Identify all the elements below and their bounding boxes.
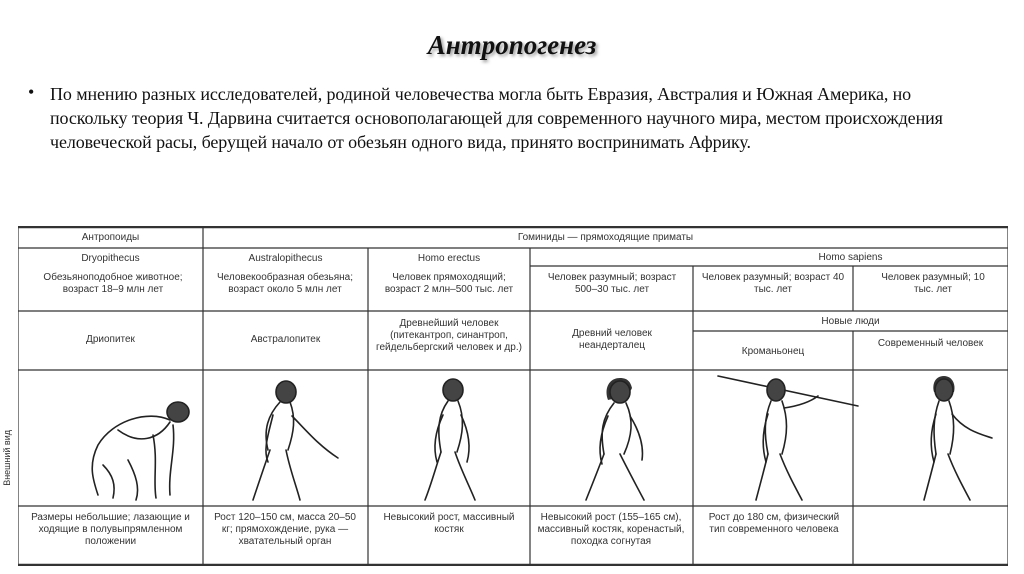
desc-modern-human: Человек разумный; 10 тыс. лет <box>881 272 985 295</box>
name-cro-magnon: Кроманьонец <box>741 346 805 357</box>
neanderthal-figure <box>586 378 644 500</box>
modern-human-figure <box>924 376 992 500</box>
traits-neanderthal: Невысокий рост (155–165 см), массивный костяк, коренастый, походка согнутая <box>537 512 685 547</box>
traits-australopithecus: Рост 120–150 см, масса 20–50 кг; прямохождение, рука — хватательный орган <box>214 512 356 547</box>
evolution-table <box>18 226 1008 566</box>
australopithecus-figure <box>253 381 338 500</box>
traits-homo-erectus: Невысокий рост, массивный костяк <box>383 512 515 535</box>
name-modern-human: Современный человек <box>877 338 984 349</box>
desc-dryopithecus: Обезьяноподобное животное; возраст 18–9 млн лет <box>43 272 183 295</box>
header-hominids: Гоминиды — прямоходящие приматы <box>517 232 694 243</box>
cro-magnon-figure <box>718 376 858 500</box>
traits-dryopithecus: Размеры небольшие; лазающие и ходящие в полувыпрямленном положении <box>31 512 190 547</box>
desc-australopithecus: Человекообразная обезьяна; возраст около 5 млн лет <box>217 272 353 295</box>
desc-homo-erectus: Человек прямоходящий; возраст 2 млн–500 тыс. лет <box>384 272 514 295</box>
bullet-symbol: • <box>28 82 35 102</box>
header-homo-sapiens: Homo sapiens <box>818 252 883 263</box>
desc-neanderthal: Человек разумный; возраст 500–30 тыс. лет <box>547 272 677 295</box>
slide-title: Антропогенез <box>427 30 597 60</box>
name-dryopithecus: Дриопитек <box>86 334 135 345</box>
dryopithecus-figure <box>92 402 189 500</box>
header-anthropoids: Антропоиды <box>81 232 140 243</box>
name-homo-erectus: Древнейший человек (питекантроп, синантроп, гейдельбергский человек и др.) <box>376 318 522 353</box>
name-neanderthal: Древний человек неандерталец <box>572 328 652 351</box>
desc-cro-magnon: Человек разумный; возраст 40 тыс. лет <box>701 272 845 295</box>
bullet-text: По мнению разных исследователей, родиной человечества могла быть Евразия, Австралия и Южная Америка, но поскольку теория Ч. Дарвина считается основополагающей для современного научного мира, местом происхождения человеческой расы, берущей начало от обезьян одного вида, принято воспринимать Африку. <box>50 84 943 152</box>
side-label-appearance: Внешний вид <box>2 430 12 486</box>
latin-dryopithecus: Dryopithecus <box>81 253 140 264</box>
latin-australopithecus: Australopithecus <box>248 253 323 264</box>
homo-erectus-figure <box>425 379 475 500</box>
header-new-people: Новые люди <box>821 316 880 327</box>
name-australopithecus: Австралопитек <box>250 334 321 345</box>
bullet-paragraph <box>28 82 988 154</box>
traits-cro-magnon: Рост до 180 см, физический тип современного человека <box>708 512 840 535</box>
latin-homo-erectus: Homo erectus <box>417 253 481 264</box>
figures-row <box>18 370 1008 506</box>
